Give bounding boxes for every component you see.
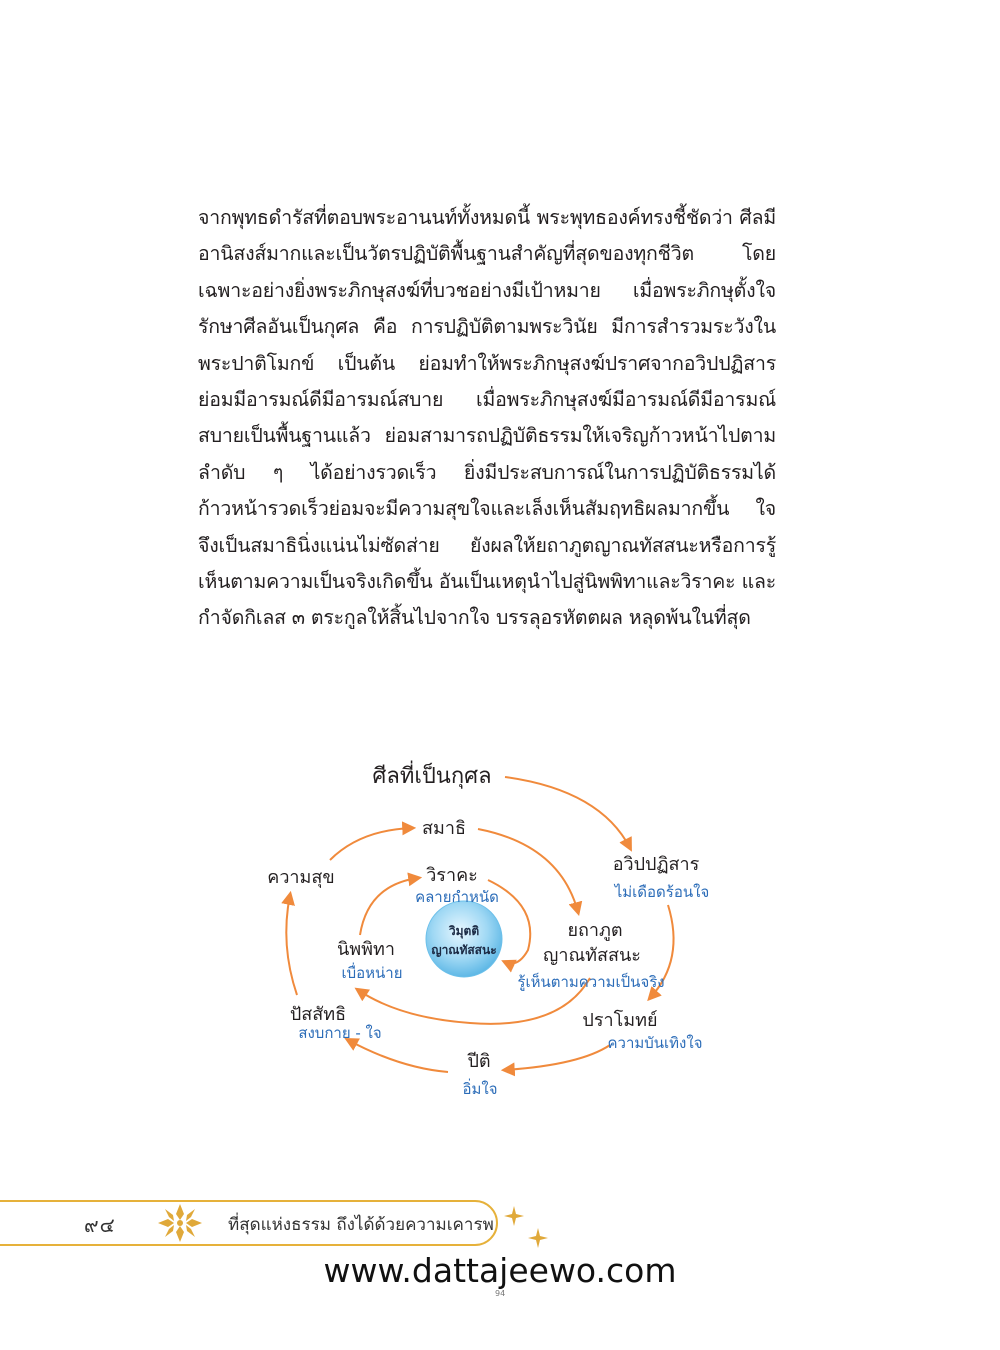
- page-number: ๙๔: [84, 1213, 116, 1237]
- arrow-sila-to-avippatisara: [505, 777, 630, 848]
- body-paragraph: จากพุทธดำรัสที่ตอบพระอานนท์ทั้งหมดนี้ พระพุทธองค์ทรงชี้ชัดว่า ศีลมีอานิสงส์มากและเป็นวัตรปฏิบัติพื้นฐานสำคัญที่สุดของทุกชีวิต โดยเฉพาะอย่างยิ่งพระภิกษุสงฆ์ที่บวชอย่างมีเป้าหมาย เมื่อพระภิกษุตั้งใจรักษาศีลอันเป็นกุศล คือ การปฏิบัติตามพระวินัย มีการสำรวมระวังในพระปาติโมกข์ เป็นต้น ย่อมทำให้พระภิกษุสงฆ์ปราศจากอวิปปฏิสาร ย่อมมีอารมณ์ดีมีอารมณ์สบาย เมื่อพระภิกษุสงฆ์มีอารมณ์ดีมีอารมณ์สบายเป็นพื้นฐานแล้ว ย่อมสามารถปฏิบัติธรรมให้เจริญก้าวหน้าไปตามลำดับ ๆ ได้อย่างรวดเร็ว ยิ่งมีประสบการณ์ในการปฏิบัติธรรมได้ก้าวหน้ารวดเร็วย่อมจะมีความสุขใจและเล็งเห็นสัมฤทธิผลมากขึ้น ใจจึงเป็นสมาธินิ่งแน่นไม่ซัดส่าย ยังผลให้ยถาภูตญาณทัสสนะหรือการรู้เห็นตามความเป็นจริงเกิดขึ้น อันเป็นเหตุนำไปสู่นิพพิทาและวิราคะ และกำจัดกิเลส ๓ ตระกูลให้สิ้นไปจากใจ บรรลุอรหัตตผล หลุดพ้นในที่สุด: [198, 206, 776, 630]
- label-viraga: วิราคะ: [426, 865, 478, 886]
- label-sila: ศีลที่เป็นกุศล: [372, 764, 492, 789]
- arrow-sukha-to-samadhi: [330, 828, 412, 860]
- center-circle: [426, 901, 502, 977]
- label-avippatisara: อวิปปฏิสาร: [612, 854, 700, 875]
- label-passaddhi-sub: สงบกาย - ใจ: [298, 1024, 382, 1042]
- website-url: www.dattajeewo.com: [323, 1251, 677, 1290]
- label-nibbida: นิพพิทา: [336, 939, 396, 960]
- label-avippatisara-sub: ไม่เดือดร้อนใจ: [614, 883, 710, 901]
- label-piti: ปีติ: [467, 1051, 491, 1072]
- label-pamojja: ปราโมทย์: [582, 1010, 658, 1031]
- thai-flower-ornament-icon: [150, 1200, 210, 1246]
- center-label-line2: ญาณทัสสนะ: [431, 943, 497, 957]
- label-yathabhuta-line1: ยถาภูต: [567, 920, 623, 941]
- label-passaddhi: ปัสสัทธิ: [289, 1004, 347, 1025]
- center-label-line1: วิมุตติ: [448, 924, 480, 938]
- arrow-piti-to-passaddhi: [348, 1040, 448, 1072]
- label-piti-sub: อิ่มใจ: [462, 1080, 498, 1098]
- label-yathabhuta-sub: รู้เห็นตามความเป็นจริง: [517, 973, 665, 991]
- arrow-passaddhi-to-sukha: [286, 895, 297, 995]
- label-viraga-sub: คลายกำหนัด: [415, 888, 499, 906]
- arrow-pamojja-to-piti: [505, 1045, 610, 1070]
- label-nibbida-sub: เบื่อหน่าย: [341, 964, 403, 982]
- small-page-number: 94: [495, 1289, 506, 1298]
- label-yathabhuta-line2: ญาณทัสสนะ: [543, 945, 641, 966]
- arrow-nibbida-to-viraga: [360, 878, 418, 935]
- book-title: ที่สุดแห่งธรรม ถึงได้ด้วยความเคารพ: [228, 1215, 494, 1235]
- sparkle-ornament-icon: [500, 1200, 550, 1250]
- label-samadhi: สมาธิ: [422, 818, 466, 839]
- label-sukha: ความสุข: [267, 867, 335, 888]
- label-pamojja-sub: ความบันเทิงใจ: [607, 1034, 703, 1052]
